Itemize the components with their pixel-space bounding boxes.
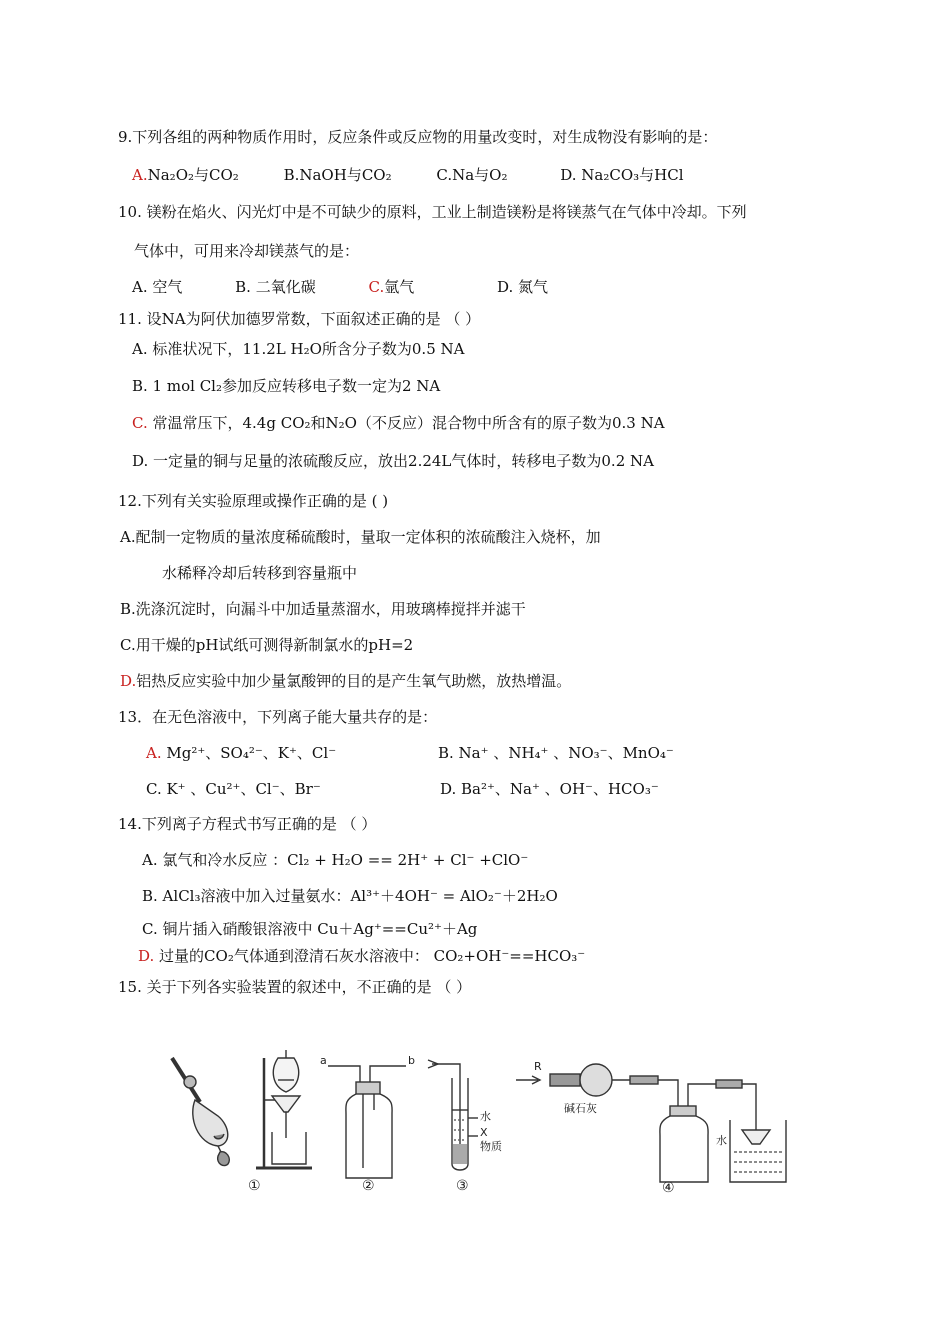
q12-d-text: 铝热反应实验中加少量氯酸钾的目的是产生氧气助燃，放热增温。 xyxy=(136,672,572,690)
q14-c: C. 铜片插入硝酸银溶液中 Cu＋Ag⁺==Cu²⁺＋Ag xyxy=(142,920,478,938)
label-n4: ④ xyxy=(662,1180,675,1196)
q14-a: A. 氯气和冷水反应 ：Cl₂ + H₂O == 2H⁺ + Cl⁻ +ClO⁻ xyxy=(142,851,529,869)
q15-stem: 15. 关于下列各实验装置的叙述中，不正确的是 （ ） xyxy=(118,978,472,996)
q12-a2: 水稀释冷却后转移到容量瓶中 xyxy=(162,564,358,582)
q12-b: B.洗涤沉淀时，向漏斗中加适量蒸溜水，用玻璃棒搅拌并滤干 xyxy=(120,600,526,618)
label-water-2: 水 xyxy=(716,1134,727,1147)
apparatus-figure xyxy=(160,1040,800,1200)
apparatus-1-filtration xyxy=(256,1050,312,1168)
q14-d-key: D. xyxy=(138,947,155,965)
label-a: a xyxy=(320,1054,327,1067)
label-n2: ② xyxy=(362,1178,375,1194)
apparatus-3-tube xyxy=(428,1060,478,1170)
q11-b: B. 1 mol Cl₂参加反应转移电子数一定为2 NA xyxy=(132,377,441,395)
label-soda-lime: 碱石灰 xyxy=(564,1102,597,1115)
q12-d xyxy=(120,670,571,691)
q14-b: B. AlCl₃溶液中加入过量氨水：Al³⁺＋4OH⁻ = AlO₂⁻＋2H₂O xyxy=(142,887,558,905)
q10-c-text: 氩气 xyxy=(384,278,415,296)
q13-stem: 13．在无色溶液中，下列离子能大量共存的是： xyxy=(118,708,438,726)
apparatus-2-bottle xyxy=(328,1066,406,1178)
apparatus-4-train xyxy=(516,1064,786,1182)
q11-c xyxy=(132,412,665,433)
label-b: b xyxy=(408,1054,415,1067)
q10-stem: 10. 镁粉在焰火、闪光灯中是不可缺少的原料，工业上制造镁粉是将镁蒸气在气体中冷却。下列 xyxy=(118,203,747,221)
label-n1: ① xyxy=(248,1178,261,1194)
q12-a: A.配制一定物质的量浓度稀硫酸时，量取一定体积的浓硫酸注入烧杯，加 xyxy=(120,528,601,546)
q9-d: D. Na₂CO₃与HCl xyxy=(560,166,684,184)
q12-c: C.用干燥的pH试纸可测得新制氯水的pH=2 xyxy=(120,636,414,654)
q10-a: A. 空气 xyxy=(132,278,183,296)
q13-d: D. Ba²⁺、Na⁺ 、OH⁻、HCO₃⁻ xyxy=(440,780,659,798)
q9-stem: 9.下列各组的两种物质作用时，反应条件或反应物的用量改变时，对生成物没有影响的是： xyxy=(118,128,718,146)
q10-c-key: C. xyxy=(368,278,385,296)
label-r: R xyxy=(534,1060,542,1073)
q9-a-key: A. xyxy=(132,166,148,184)
q9-a-text: Na₂O₂与CO₂ xyxy=(147,166,239,184)
q11-stem: 11. 设NA为阿伏加德罗常数，下面叙述正确的是 （ ） xyxy=(118,310,481,328)
q11-d: D. 一定量的铜与足量的浓硫酸反应，放出2.24L气体时，转移电子数为0.2 NA xyxy=(132,452,654,470)
q10-d: D. 氮气 xyxy=(497,278,549,296)
q14-d-text: 过量的CO₂气体通到澄清石灰水溶液中： CO₂+OH⁻==HCO₃⁻ xyxy=(159,947,586,965)
q12-d-key: D. xyxy=(120,672,137,690)
q9-options xyxy=(132,164,684,185)
q11-c-text: 常温常压下，4.4g CO₂和N₂O（不反应）混合物中所含有的原子数为0.3 NA xyxy=(152,414,665,432)
label-x: X xyxy=(480,1126,488,1139)
q9-b: B.NaOH与CO₂ xyxy=(283,166,392,184)
q12-stem: 12.下列有关实验原理或操作正确的是 ( ) xyxy=(118,492,389,510)
apparatus-1-funnel xyxy=(172,1058,229,1166)
q10-options xyxy=(132,276,548,297)
q13-b: B. Na⁺ 、NH₄⁺ 、NO₃⁻、MnO₄⁻ xyxy=(438,744,674,762)
q13-a xyxy=(146,742,336,763)
q9-c: C.Na与O₂ xyxy=(436,166,508,184)
q13-c: C. K⁺ 、Cu²⁺、Cl⁻、Br⁻ xyxy=(146,780,321,798)
q14-d xyxy=(138,945,585,966)
q13-a-key: A. xyxy=(146,744,162,762)
q11-c-key: C. xyxy=(132,414,148,432)
q14-stem: 14.下列离子方程式书写正确的是 （ ） xyxy=(118,815,377,833)
q10-b: B. 二氧化碳 xyxy=(235,278,316,296)
label-water: 水 xyxy=(480,1110,491,1123)
label-substance: 物质 xyxy=(480,1140,502,1153)
q13-a-text: Mg²⁺、SO₄²⁻、K⁺、Cl⁻ xyxy=(166,744,337,762)
q10-stem2: 气体中，可用来冷却镁蒸气的是： xyxy=(134,242,360,260)
q11-a: A. 标准状况下，11.2L H₂O所含分子数为0.5 NA xyxy=(132,340,465,358)
label-n3: ③ xyxy=(456,1178,469,1194)
